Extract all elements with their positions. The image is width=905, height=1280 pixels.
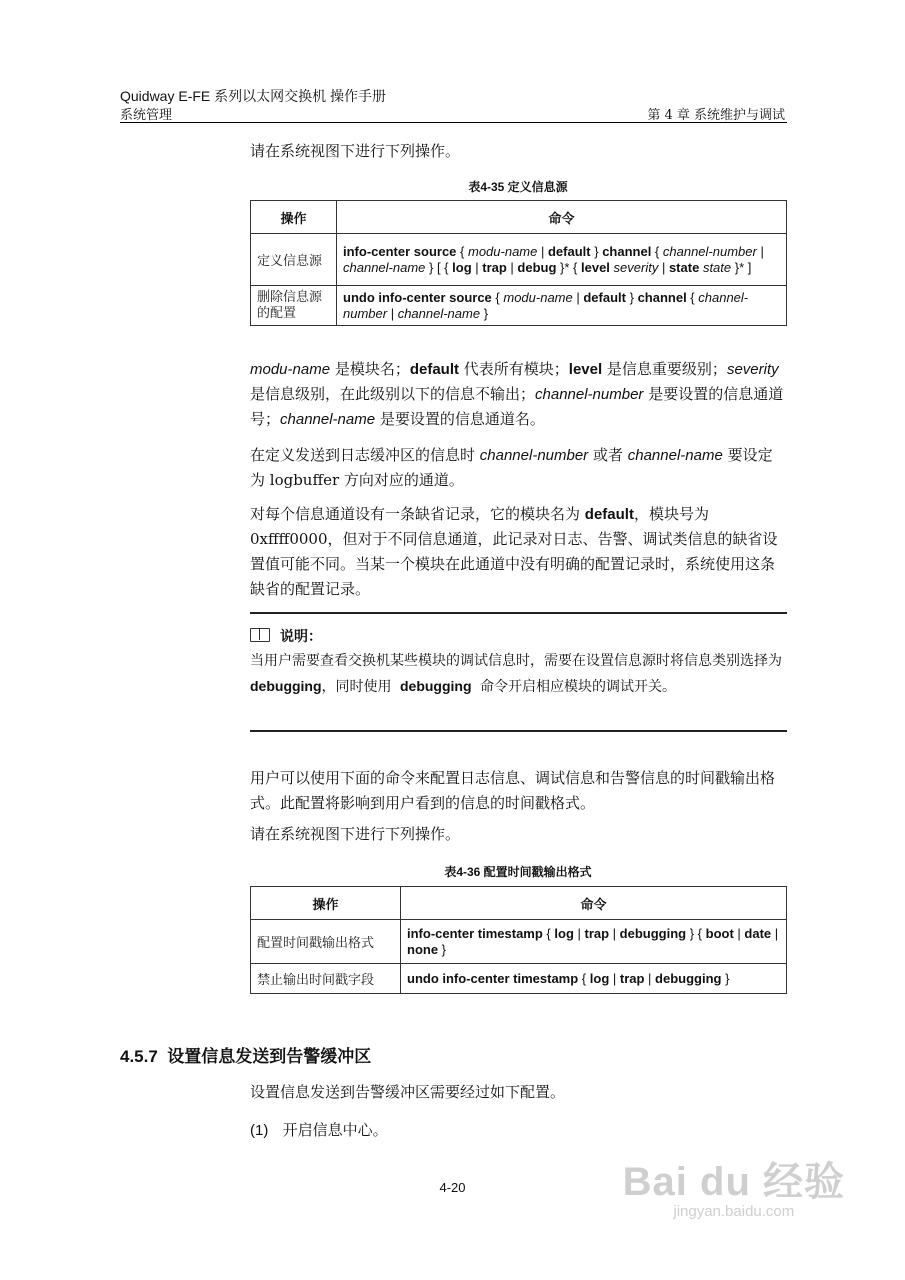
note-title: 说明： <box>250 626 322 646</box>
table-row <box>251 964 787 994</box>
table1 <box>250 200 787 326</box>
default-record-paragraph: 对每个信息通道设有一条缺省记录，它的模块名为 default，模块号为 0xffff0000，但对于不同信息通道，此记录对日志、告警、调试类信息的缺省设置值可能不同。当某一个模块在此通道中没有明确的配置记录时，系统使用这条缺省的配置记录。 <box>250 505 778 598</box>
table-row <box>251 286 787 326</box>
table2-cmd-cell: undo info-center timestamp { log | trap | debugging } <box>401 964 787 994</box>
table1-op-cell: 定义信息源 <box>251 234 337 286</box>
section-intro: 设置信息发送到告警缓冲区需要经过如下配置。 <box>250 1083 566 1101</box>
section-number: 4.5.7 <box>120 1047 158 1066</box>
table1-op-cell: 删除信息源的配置 <box>251 286 337 326</box>
chapter-label: 第 4 章 系统维护与调试 <box>647 108 785 123</box>
manual-title: Quidway E-FE 系列以太网交换机 操作手册 <box>120 88 387 104</box>
table1-header-op: 操作 <box>251 201 337 234</box>
intro-paragraph: 请在系统视图下进行下列操作。 <box>250 142 461 160</box>
note-top-rule <box>250 612 787 614</box>
section-label: 系统管理 <box>120 108 173 123</box>
table1-header-row <box>251 201 787 234</box>
watermark-logo: Bai du 经验 <box>622 1160 845 1204</box>
page-number: 4-20 <box>439 1180 466 1195</box>
logbuffer-paragraph: 在定义发送到日志缓冲区的信息时 channel-number 或者 channel-name 要设定为 logbuffer 方向对应的通道。 <box>250 446 773 489</box>
table-row <box>251 920 787 964</box>
watermark-url: jingyan.baidu.com <box>673 1203 795 1220</box>
section-title: 设置信息发送到告警缓冲区 <box>167 1047 372 1066</box>
step-1 <box>250 1118 786 1143</box>
baidu-watermark <box>623 1150 845 1220</box>
table2-cmd-cell: info-center timestamp { log | trap | debugging } { boot | date | none } <box>401 920 787 964</box>
timestamp-paragraph: 用户可以使用下面的命令来配置日志信息、调试信息和告警信息的时间戳输出格式。此配置将影响到用户看到的信息的时间戳格式。 <box>250 769 776 812</box>
table2-header-row <box>251 887 787 920</box>
intro2-paragraph: 请在系统视图下进行下列操作。 <box>250 825 461 843</box>
note-bottom-rule <box>250 730 787 732</box>
table-row <box>251 234 787 286</box>
table2-op-cell: 禁止输出时间戳字段 <box>251 964 401 994</box>
table2-op-cell: 配置时间戳输出格式 <box>251 920 401 964</box>
table1-cmd-cell: undo info-center source { modu-name | default } channel { channel-number | channel-name } <box>337 286 787 326</box>
book-icon <box>250 628 270 642</box>
step-number: (1) <box>250 1122 269 1139</box>
table2-header-op: 操作 <box>251 887 401 920</box>
table2-caption: 表4-36 配置时间戳输出格式 <box>444 865 592 879</box>
table1-header-cmd: 命令 <box>337 201 787 234</box>
header-rule <box>120 122 787 123</box>
table1-caption: 表4-35 定义信息源 <box>468 180 568 194</box>
table1-cmd-cell: info-center source { modu-name | default } channel { channel-number | channel-name } [ { log | trap | debug }* { level severity | state state }* ] <box>337 234 787 286</box>
table2 <box>250 886 787 994</box>
step-text: 开启信息中心。 <box>282 1121 388 1139</box>
section-heading <box>120 1042 371 1067</box>
table2-header-cmd: 命令 <box>401 887 787 920</box>
note-body: 当用户需要查看交换机某些模块的调试信息时，需要在设置信息源时将信息类别选择为 debugging，同时使用 debugging 命令开启相应模块的调试开关。 <box>250 653 782 695</box>
param-description: modu-name 是模块名；default 代表所有模块；level 是信息重要级别；severity 是信息级别，在此级别以下的信息不输出；channel-number 是要设置的信息通道号；channel-name 是要设置的信息通道名。 <box>250 360 784 428</box>
